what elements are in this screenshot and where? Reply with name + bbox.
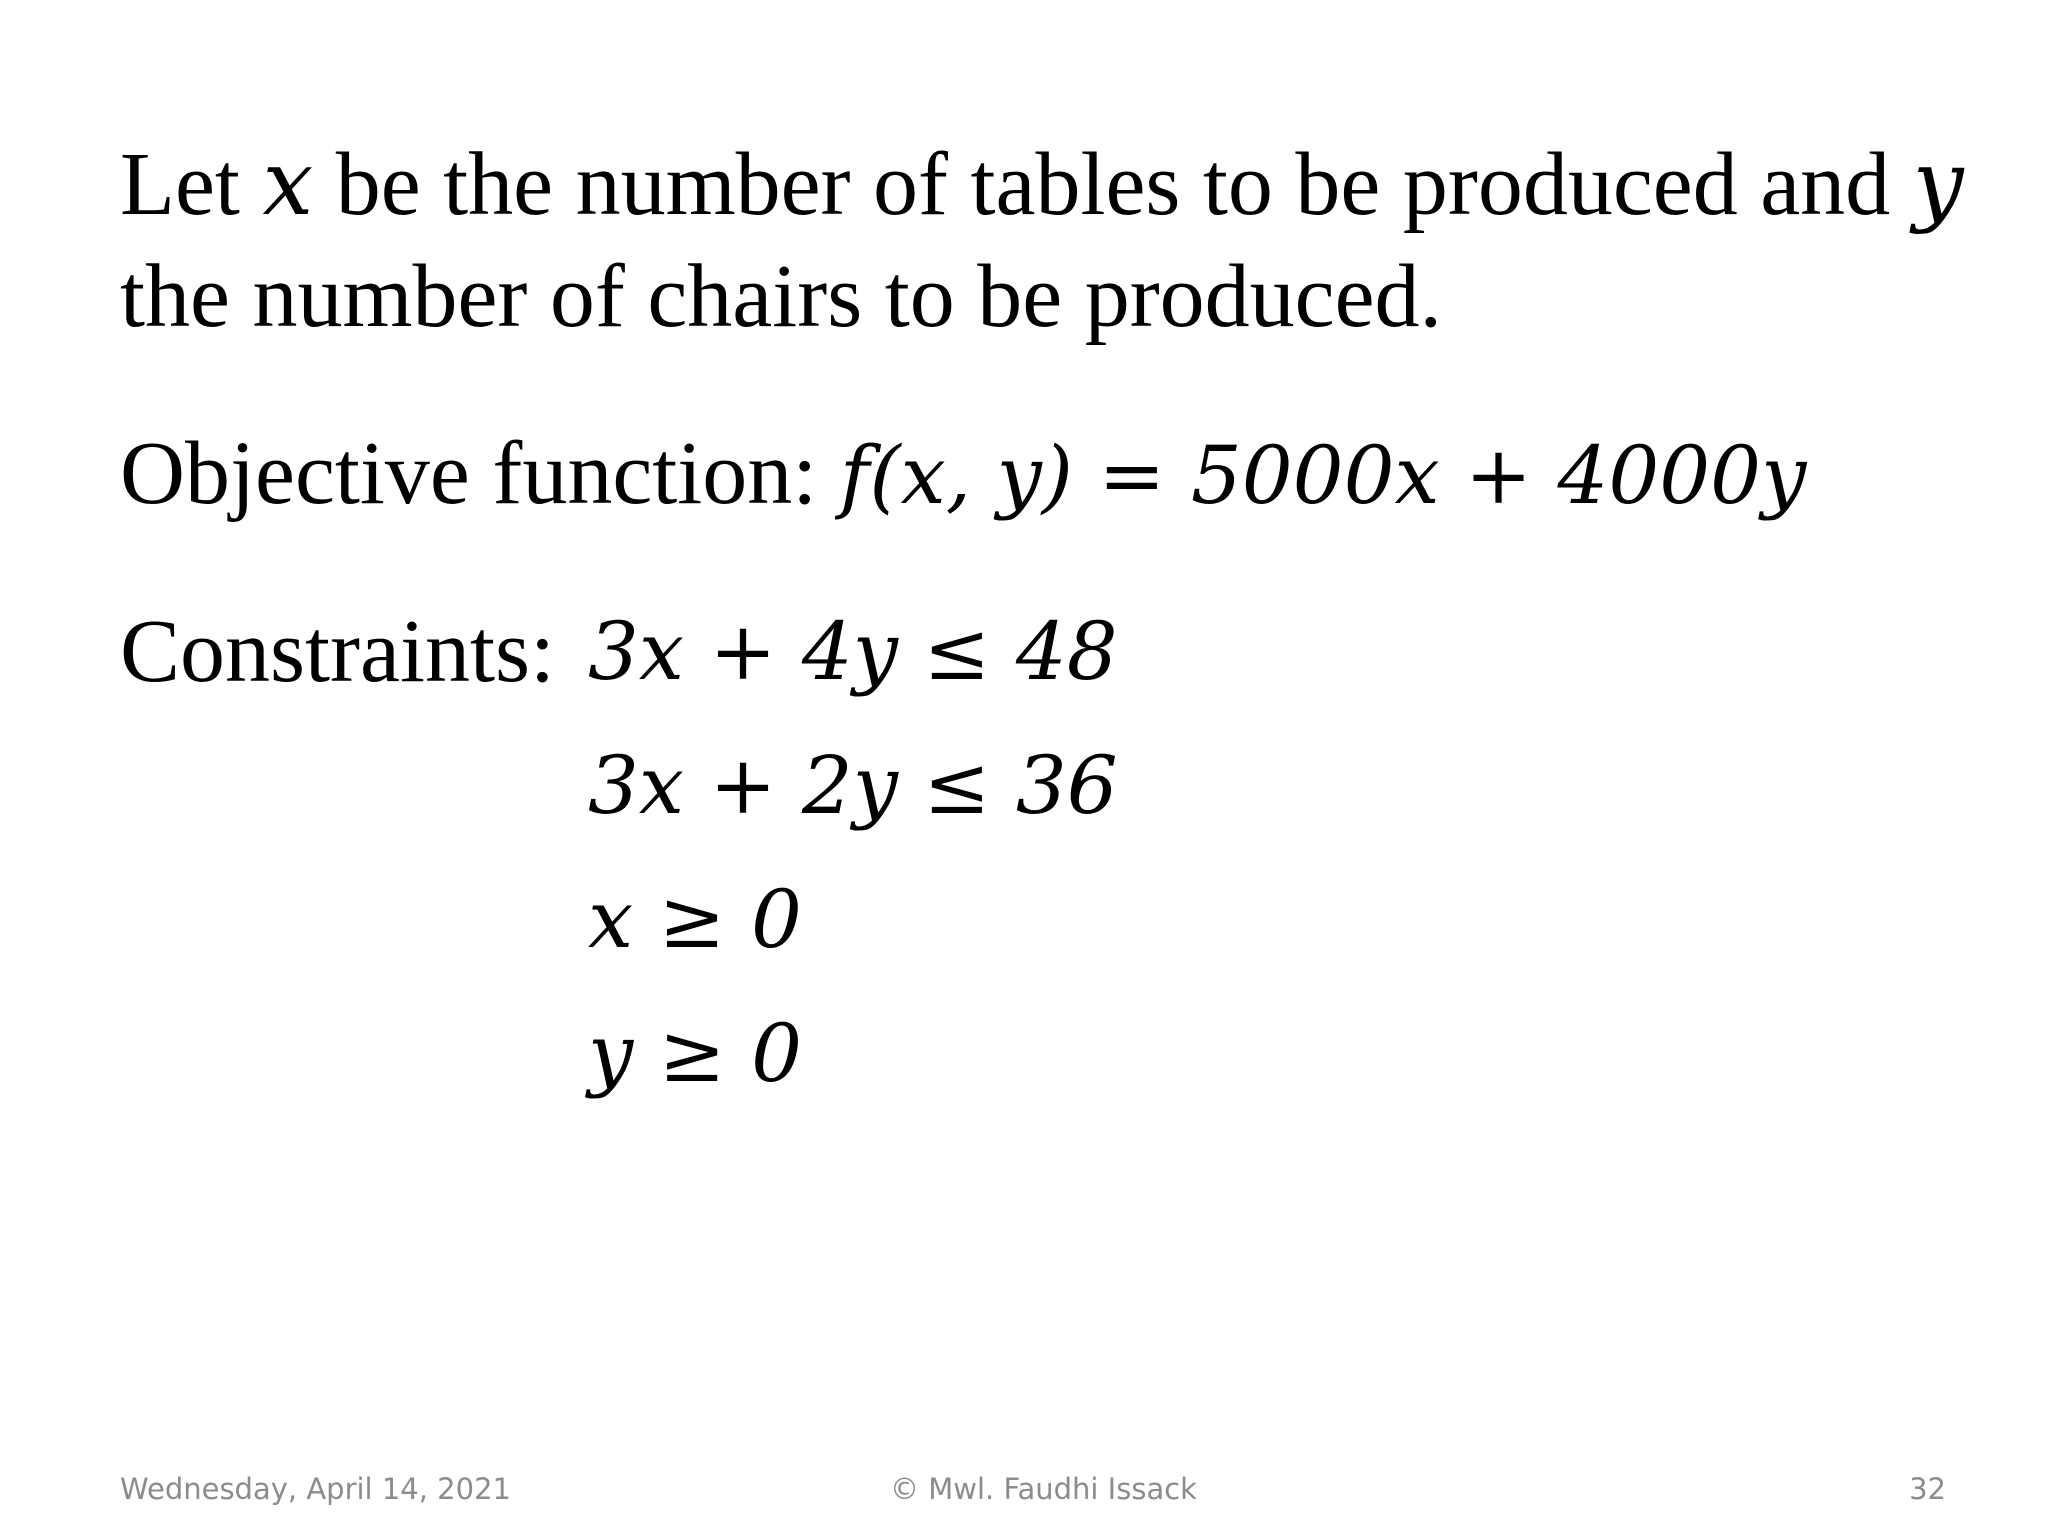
intro-paragraph bbox=[120, 128, 1980, 353]
footer-page-number: 32 bbox=[1909, 1472, 1946, 1506]
objective-function bbox=[120, 418, 1806, 532]
variable-y: y bbox=[1912, 131, 1964, 236]
intro-text-3: the number of chairs to be produced. bbox=[120, 247, 1443, 346]
constraint-2: 3x + 2y ≤ 36 bbox=[588, 739, 1118, 832]
objective-label: Objective function: bbox=[120, 424, 840, 523]
footer-date: Wednesday, April 14, 2021 bbox=[120, 1472, 511, 1506]
variable-x: x bbox=[262, 131, 314, 236]
constraints-label: Constraints: bbox=[120, 602, 556, 701]
intro-text-2: be the number of tables to be produced and bbox=[313, 135, 1913, 234]
objective-formula: f(x, y) = 5000x + 4000y bbox=[839, 429, 1807, 522]
footer-author: © Mwl. Faudhi Issack bbox=[890, 1472, 1197, 1506]
constraint-4: y ≥ 0 bbox=[588, 1007, 802, 1100]
intro-text-1: Let bbox=[120, 135, 263, 234]
constraint-3: x ≥ 0 bbox=[588, 873, 802, 966]
constraint-1: 3x + 4y ≤ 48 bbox=[588, 605, 1118, 698]
